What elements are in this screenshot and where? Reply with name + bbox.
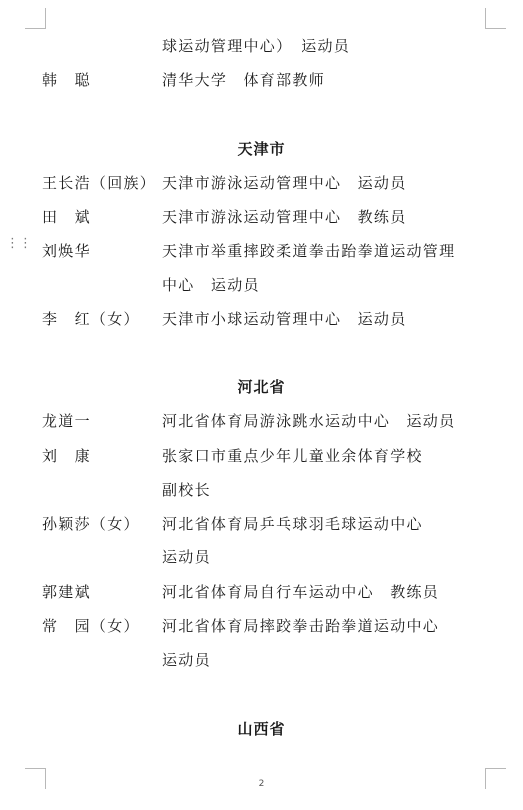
entry-name: 常 园（女）	[42, 617, 140, 635]
entry-description-continued: 运动员	[162, 651, 211, 669]
entry-name: 刘 康	[42, 447, 91, 465]
entry-name: 龙道一	[42, 412, 91, 430]
entry-description: 天津市小球运动管理中心 运动员	[162, 310, 407, 328]
entry-description: 河北省体育局游泳跳水运动中心 运动员	[162, 412, 456, 430]
entry-name: 田 斌	[42, 208, 91, 226]
entry-name: 孙颖莎（女）	[42, 515, 140, 533]
section-heading-hebei: 河北省	[237, 378, 286, 396]
entry-description: 天津市游泳运动管理中心 教练员	[162, 208, 407, 226]
entry-description: 河北省体育局摔跤拳击跆拳道运动中心	[162, 617, 440, 635]
entry-continuation: 球运动管理中心） 运动员	[162, 37, 351, 55]
section-heading-tianjin: 天津市	[237, 140, 286, 158]
drag-handle-icon[interactable]: ⋮⋮	[6, 236, 32, 251]
entry-description: 天津市举重摔跤柔道拳击跆拳道运动管理	[162, 242, 456, 260]
entry-name: 郭建斌	[42, 583, 91, 601]
crop-mark-top-left	[25, 8, 46, 29]
crop-mark-top-right	[485, 8, 506, 29]
entry-description-continued: 副校长	[162, 481, 211, 499]
section-heading-shanxi: 山西省	[237, 720, 286, 738]
entry-description: 天津市游泳运动管理中心 运动员	[162, 174, 407, 192]
entry-name: 王长浩（回族）	[42, 174, 157, 192]
entry-description: 清华大学 体育部教师	[162, 71, 326, 89]
entry-name: 刘焕华	[42, 242, 91, 260]
entry-description-continued: 中心 运动员	[162, 276, 260, 294]
entry-description: 河北省体育局自行车运动中心 教练员	[162, 583, 440, 601]
entry-name: 韩 聪	[42, 71, 91, 89]
entry-description-continued: 运动员	[162, 548, 211, 566]
page-number: 2	[258, 779, 265, 789]
entry-name: 李 红（女）	[42, 310, 140, 328]
entry-description: 张家口市重点少年儿童业余体育学校	[162, 447, 423, 465]
entry-description: 河北省体育局乒乓球羽毛球运动中心	[162, 515, 423, 533]
